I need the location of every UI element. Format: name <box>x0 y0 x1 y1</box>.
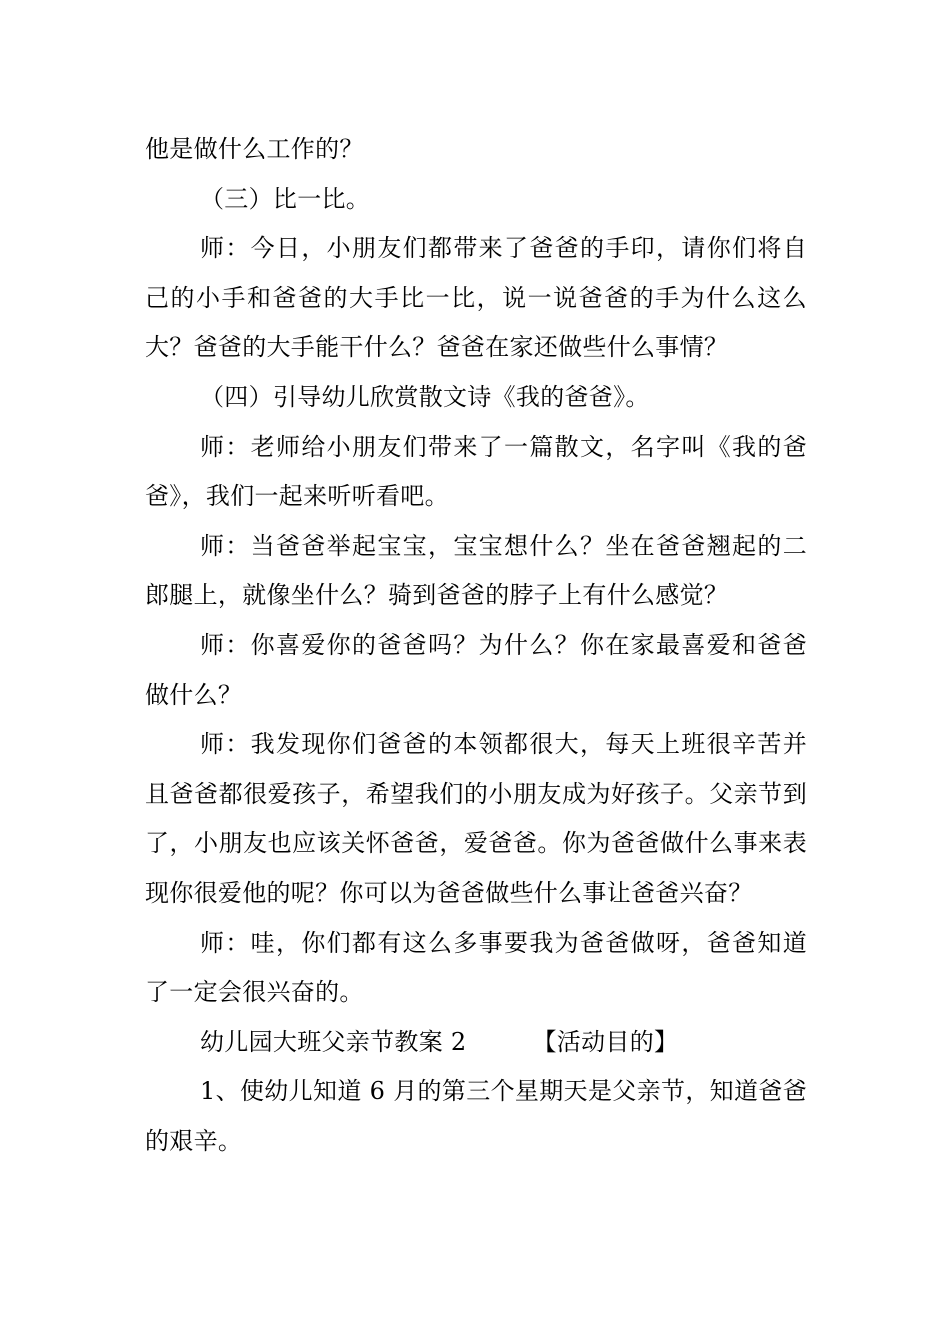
paragraph-continuation: 他是做什么工作的？ <box>145 135 364 163</box>
paragraph-teacher-questions: 师：当爸爸举起宝宝，宝宝想什么？坐在爸爸翘起的二郎腿上，就像坐什么？骑到爸爸的脖子上有什么感觉？ <box>145 531 807 610</box>
section-heading-poem: （四）引导幼儿欣赏散文诗《我的爸爸》。 <box>200 382 650 411</box>
paragraph-teacher-love: 师：你喜爱你的爸爸吗？为什么？你在家最喜爱和爸爸做什么？ <box>145 630 807 709</box>
paragraph-teacher-closing: 师：哇，你们都有这么多事要我为爸爸做呀，爸爸知道了一定会很兴奋的。 <box>145 928 807 1007</box>
section-heading-compare: （三）比一比。 <box>200 184 371 213</box>
paragraph-goal-1: 1、使幼儿知道 6 月的第三个星期天是父亲节，知道爸爸的艰辛。 <box>145 1077 807 1155</box>
lesson-plan-title: 幼儿园大班父亲节教案 2 <box>200 1027 467 1056</box>
lesson-plan-heading <box>145 1018 807 1068</box>
activity-goal-label: 【活动目的】 <box>532 1027 679 1056</box>
paragraph-teacher-prose: 师：老师给小朋友们带来了一篇散文，名字叫《我的爸爸》，我们一起来听听看吧。 <box>145 432 807 511</box>
paragraph-teacher-fathers-day: 师：我发现你们爸爸的本领都很大，每天上班很辛苦并且爸爸都很爱孩子，希望我们的小朋友成为好孩子。父亲节到了，小朋友也应该关怀爸爸，爱爸爸。你为爸爸做什么事来表现你很爱他的呢？你可以为爸爸做些什么事让爸爸兴奋？ <box>145 730 807 907</box>
paragraph-teacher-handprint: 师：今日，小朋友们都带来了爸爸的手印，请你们将自己的小手和爸爸的大手比一比，说一说爸爸的手为什么这么大？爸爸的大手能干什么？爸爸在家还做些什么事情？ <box>145 234 807 362</box>
document-body <box>145 125 807 1166</box>
